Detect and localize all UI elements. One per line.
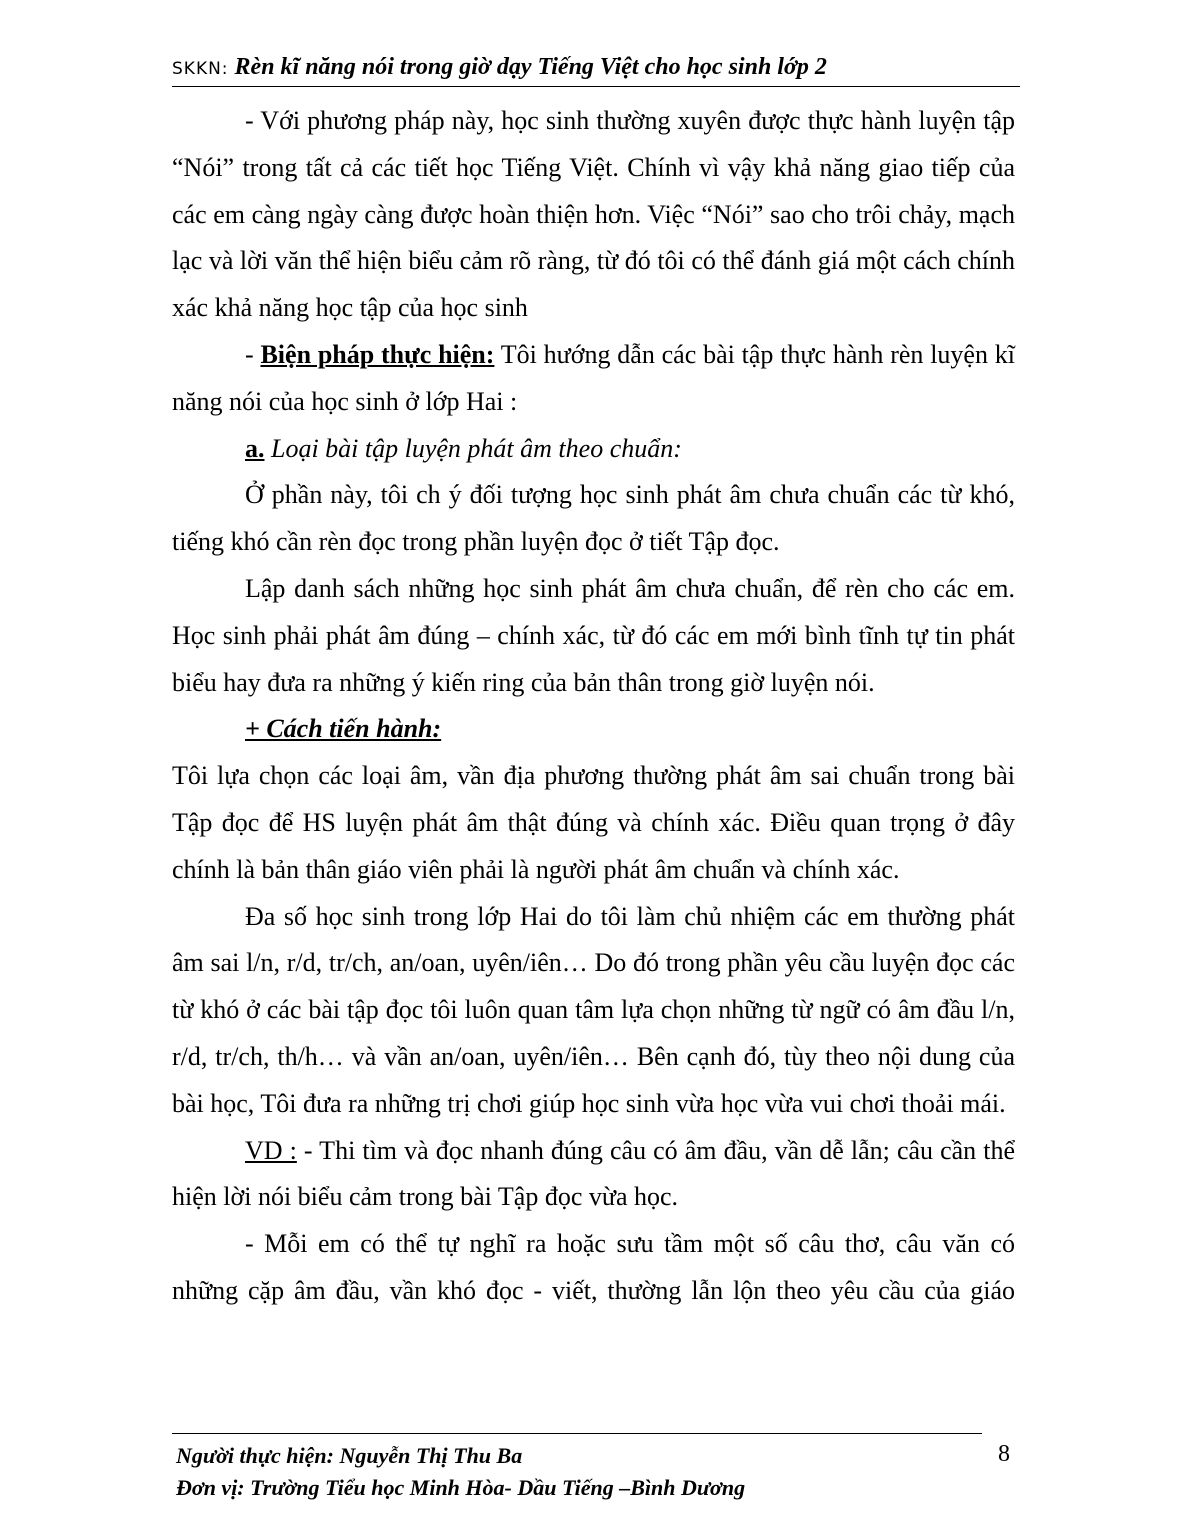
paragraph-prefix: -: [245, 339, 261, 369]
implementation-text: Tôi hướng dẫn các bài tập thực hành rèn luyện kĩ năng nói của học sinh ở lớp Hai :: [172, 339, 1015, 416]
paragraph-student-list: Lập danh sách những học sinh phát âm chưa chuẩn, để rèn cho các em. Học sinh phải phát âm đúng – chính xác, từ đó các em mới bình tĩnh tự tin phát biểu hay đưa ra những ý kiến ring của bản thân trong giờ luyện nói.: [172, 573, 1015, 697]
document-body: [172, 98, 1015, 1315]
implementation-label: Biện pháp thực hiện:: [260, 339, 495, 369]
example-label: VD :: [245, 1135, 297, 1165]
footer-author: Người thực hiện: Nguyễn Thị Thu Ba: [176, 1443, 523, 1468]
page-footer: [176, 1440, 976, 1504]
section-a-marker: a.: [245, 433, 265, 463]
example-text: - Thi tìm và đọc nhanh đúng câu có âm đầu, vần dễ lẫn; câu cần thể hiện lời nói biểu cảm trong bài Tập đọc vừa học.: [172, 1135, 1016, 1212]
paragraph-common-errors: Đa số học sinh trong lớp Hai do tôi làm chủ nhiệm các em thường phát âm sai l/n, r/d, tr/ch, an/oan, uyên/iên… Do đó trong phần yêu cầu luyện đọc các từ khó ở các bài tập đọc tôi luôn quan tâm lựa chọn những từ ngữ có âm đầu l/n, r/d, tr/ch, th/h… và vần an/oan, uyên/iên… Bên cạnh đó, tùy theo nội dung của bài học, Tôi đưa ra những trị chơi giúp học sinh vừa học vừa vui chơi thoải mái.: [172, 901, 1015, 1118]
section-a-title: Loại bài tập luyện phát âm theo chuẩn:: [264, 433, 682, 463]
procedure-heading: [172, 706, 1015, 753]
header-title: Rèn kĩ năng nói trong giờ dạy Tiếng Việt cho học sinh lớp 2: [228, 54, 827, 80]
header-divider: [172, 86, 1020, 87]
paragraph-implementation: [172, 332, 1015, 426]
paragraph-collect-verses: - Mỗi em có thể tự nghĩ ra hoặc sưu tầm một số câu thơ, câu văn có những cặp âm đầu, vần khó đọc - viết, thường lẫn lộn theo yêu cầu của giáo: [172, 1229, 1015, 1305]
paragraph-focus-students: Ở phần này, tôi ch ý đối tượng học sinh phát âm chưa chuẩn các từ khó, tiếng khó cần rèn đọc trong phần luyện đọc ở tiết Tập đọc.: [172, 480, 1015, 557]
paragraph-method-benefit: - Với phương pháp này, học sinh thường xuyên được thực hành luyện tập “Nói” trong tất cả các tiết học Tiếng Việt. Chính vì vậy khả năng giao tiếp của các em càng ngày càng được hoàn thiện hơn. Việc “Nói” sao cho trôi chảy, mạch lạc và lời văn thể hiện biểu cảm rõ ràng, từ đó tôi có thể đánh giá một cách chính xác khả năng học tập của học sinh: [172, 106, 1015, 323]
header-prefix: SKKN:: [172, 59, 229, 79]
procedure-title: + Cách tiến hành:: [245, 714, 442, 744]
paragraph-example: [172, 1128, 1015, 1222]
paragraph-sound-selection: Tôi lựa chọn các loại âm, vần địa phương thường phát âm sai chuẩn trong bài Tập đọc để HS luyện phát âm thật đúng và chính xác. Điều quan trọng ở đây chính là bản thân giáo viên phải là người phát âm chuẩn và chính xác.: [172, 761, 1015, 884]
footer-unit: Đơn vị: Trường Tiểu học Minh Hòa- Dầu Tiếng –Bình Dương: [176, 1475, 746, 1500]
footer-divider: [172, 1433, 982, 1434]
page-number: 8: [998, 1441, 1010, 1467]
section-a-heading: [172, 426, 1015, 473]
page-header: [172, 52, 1032, 88]
